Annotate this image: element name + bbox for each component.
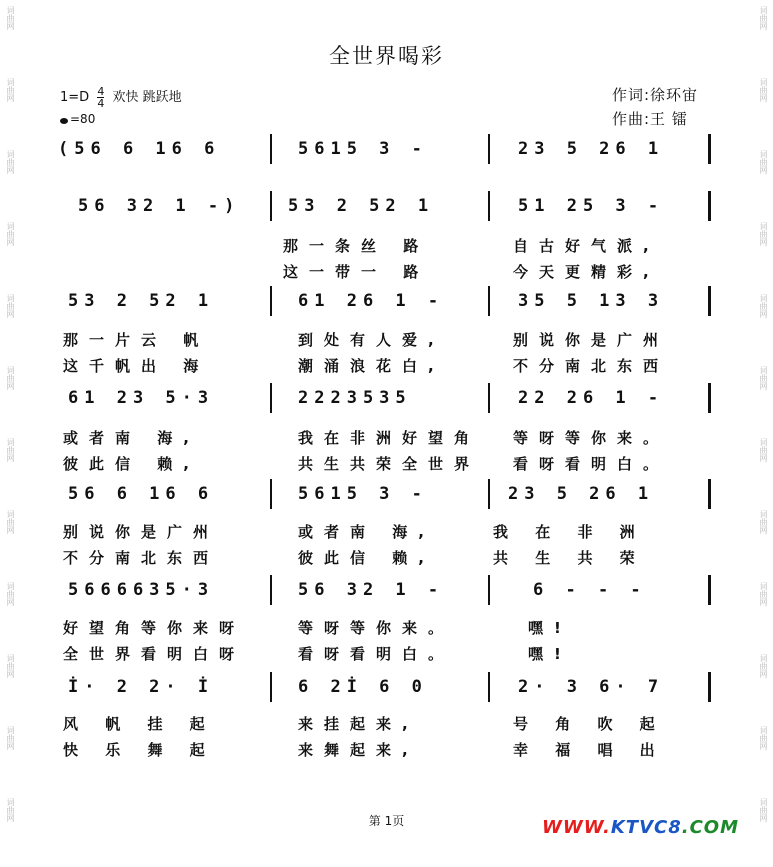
lyric-segment: 或者南 海, bbox=[63, 429, 200, 447]
notation-measure: 22 26 1 - bbox=[518, 388, 665, 408]
watermark-text: 词曲网 bbox=[759, 582, 768, 606]
lyric-segment: 彼此信 赖, bbox=[298, 549, 435, 567]
watermark-text: 词曲网 bbox=[759, 366, 768, 390]
site-logo-part-1: WWW. bbox=[542, 817, 611, 838]
watermark-text: 词曲网 bbox=[759, 726, 768, 750]
bar-line bbox=[488, 134, 490, 164]
lyric-segment: 来舞起来, bbox=[298, 741, 419, 759]
bar-line bbox=[488, 191, 490, 221]
lyric-segment: 那一片云 帆 bbox=[63, 331, 210, 349]
quarter-note-icon bbox=[60, 118, 68, 124]
watermark-text: 词曲网 bbox=[759, 222, 768, 246]
lyric-segment: 别说你是广州 bbox=[513, 331, 670, 349]
bar-line bbox=[270, 191, 272, 221]
bar-line bbox=[270, 286, 272, 316]
watermark-text: 词曲网 bbox=[6, 438, 15, 462]
watermark-text: 词曲网 bbox=[6, 798, 15, 822]
notation-measure: 53 2 52 1 bbox=[288, 196, 435, 216]
watermark-text: 词曲网 bbox=[6, 366, 15, 390]
lyric-segment: 共生共荣全世界 bbox=[298, 455, 481, 473]
watermark-text: 词曲网 bbox=[6, 510, 15, 534]
notation-measure: 6 2İ 6 0 bbox=[298, 677, 428, 697]
lyric-segment: 今天更精彩, bbox=[513, 263, 660, 281]
watermark-text: 词曲网 bbox=[6, 726, 15, 750]
lyric-segment: 号 角 吹 起 bbox=[513, 715, 666, 733]
lyric-segment: 嘿! bbox=[528, 645, 572, 663]
time-bottom: 4 bbox=[97, 97, 105, 110]
lyric-row bbox=[58, 330, 718, 350]
lyric-row bbox=[58, 548, 718, 568]
watermark-text: 词曲网 bbox=[759, 798, 768, 822]
lyric-segment: 全世界看明白呀 bbox=[63, 645, 246, 663]
style-marking: 欢快 跳跃地 bbox=[112, 90, 182, 105]
lyric-row bbox=[58, 356, 718, 376]
tempo-value: =80 bbox=[70, 112, 96, 126]
watermark-text: 词曲网 bbox=[759, 6, 768, 30]
notation-measure: (56 6 16 6 bbox=[58, 139, 221, 159]
lyric-row bbox=[58, 714, 718, 734]
lyric-row bbox=[58, 428, 718, 448]
lyric-segment: 这一带一 路 bbox=[283, 263, 430, 281]
lyric-segment: 好望角等你来呀 bbox=[63, 619, 246, 637]
bar-line bbox=[708, 672, 711, 702]
watermark-text: 词曲网 bbox=[6, 654, 15, 678]
notation-measure: 56 32 1 -) bbox=[78, 196, 241, 216]
notation-measure: 23 5 26 1 bbox=[508, 484, 655, 504]
watermark-text: 词曲网 bbox=[759, 510, 768, 534]
lyric-segment: 到处有人爱, bbox=[298, 331, 445, 349]
notation-row bbox=[58, 134, 718, 164]
watermark-text: 词曲网 bbox=[759, 438, 768, 462]
lyric-segment: 嘿! bbox=[528, 619, 572, 637]
bar-line bbox=[270, 672, 272, 702]
lyric-row bbox=[58, 522, 718, 542]
lyric-row bbox=[58, 236, 718, 256]
watermark-text: 词曲网 bbox=[759, 654, 768, 678]
lyric-row bbox=[58, 644, 718, 664]
notation-measure: 51 25 3 - bbox=[518, 196, 665, 216]
bar-line bbox=[708, 286, 711, 316]
lyric-segment: 共 生 共 荣 bbox=[493, 549, 646, 567]
lyricist-credit: 作词:徐环宙 bbox=[612, 86, 699, 104]
notation-row bbox=[58, 191, 718, 221]
bar-line bbox=[488, 672, 490, 702]
lyric-segment: 彼此信 赖, bbox=[63, 455, 200, 473]
notation-measure: 56 32 1 - bbox=[298, 580, 445, 600]
lyric-segment: 我 在 非 洲 bbox=[493, 523, 646, 541]
notation-measure: 6 - - - bbox=[533, 580, 647, 600]
lyric-row bbox=[58, 740, 718, 760]
bar-line bbox=[708, 191, 711, 221]
lyric-segment: 别说你是广州 bbox=[63, 523, 220, 541]
lyric-segment: 自古好气派, bbox=[513, 237, 660, 255]
bar-line bbox=[708, 134, 711, 164]
lyric-segment: 不分南北东西 bbox=[63, 549, 220, 567]
notation-measure: 61 23 5·3 bbox=[68, 388, 215, 408]
notation-measure: İ· 2 2· İ bbox=[68, 677, 215, 697]
site-logo bbox=[542, 817, 739, 838]
lyric-segment: 那一条丝 路 bbox=[283, 237, 430, 255]
notation-measure: 2· 3 6· 7 bbox=[518, 677, 665, 697]
lyric-segment: 来挂起来, bbox=[298, 715, 419, 733]
lyric-segment: 看呀看明白。 bbox=[298, 645, 455, 663]
lyric-segment: 快 乐 舞 起 bbox=[63, 741, 216, 759]
notation-row bbox=[58, 286, 718, 316]
bar-line bbox=[488, 383, 490, 413]
right-watermark-strip bbox=[753, 0, 773, 867]
bar-line bbox=[270, 575, 272, 605]
bar-line bbox=[708, 575, 711, 605]
bar-line bbox=[708, 383, 711, 413]
lyric-row bbox=[58, 454, 718, 474]
time-signature bbox=[97, 86, 104, 109]
notation-row bbox=[58, 383, 718, 413]
lyric-segment: 不分南北东西 bbox=[513, 357, 670, 375]
notation-measure: 5615 3 - bbox=[298, 139, 428, 159]
watermark-text: 词曲网 bbox=[6, 582, 15, 606]
lyric-row bbox=[58, 618, 718, 638]
lyric-segment: 潮涌浪花白, bbox=[298, 357, 445, 375]
site-logo-part-3: .COM bbox=[681, 817, 740, 838]
lyric-segment: 我在非洲好望角 bbox=[298, 429, 481, 447]
bar-line bbox=[488, 479, 490, 509]
watermark-text: 词曲网 bbox=[6, 294, 15, 318]
bar-line bbox=[488, 286, 490, 316]
key-signature bbox=[60, 86, 182, 109]
lyric-segment: 幸 福 唱 出 bbox=[513, 741, 666, 759]
bar-line bbox=[270, 134, 272, 164]
watermark-text: 词曲网 bbox=[6, 6, 15, 30]
watermark-text: 词曲网 bbox=[759, 150, 768, 174]
watermark-text: 词曲网 bbox=[6, 78, 15, 102]
watermark-text: 词曲网 bbox=[759, 78, 768, 102]
lyric-segment: 风 帆 挂 起 bbox=[63, 715, 216, 733]
notation-measure: 5666635·3 bbox=[68, 580, 215, 600]
bar-line bbox=[488, 575, 490, 605]
bar-line bbox=[270, 479, 272, 509]
watermark-text: 词曲网 bbox=[6, 150, 15, 174]
watermark-text: 词曲网 bbox=[6, 222, 15, 246]
watermark-text: 词曲网 bbox=[759, 294, 768, 318]
notation-measure: 23 5 26 1 bbox=[518, 139, 665, 159]
composer-credit: 作曲:王 镭 bbox=[612, 110, 688, 128]
lyric-row bbox=[58, 262, 718, 282]
notation-measure: 56 6 16 6 bbox=[68, 484, 215, 504]
lyric-segment: 看呀看明白。 bbox=[513, 455, 670, 473]
notation-row bbox=[58, 575, 718, 605]
page-number: 第 1页 bbox=[368, 814, 405, 828]
notation-measure: 61 26 1 - bbox=[298, 291, 445, 311]
song-title: 全世界喝彩 bbox=[329, 44, 444, 68]
notation-measure: 2223535 bbox=[298, 388, 412, 408]
lyric-segment: 或者南 海, bbox=[298, 523, 435, 541]
left-watermark-strip bbox=[0, 0, 20, 867]
notation-measure: 5615 3 - bbox=[298, 484, 428, 504]
notation-measure: 35 5 13 3 bbox=[518, 291, 665, 311]
bar-line bbox=[270, 383, 272, 413]
key-label: 1=D bbox=[60, 90, 90, 105]
time-top: 4 bbox=[97, 85, 105, 98]
notation-measure: 53 2 52 1 bbox=[68, 291, 215, 311]
lyric-segment: 这千帆出 海 bbox=[63, 357, 210, 375]
notation-row bbox=[58, 672, 718, 702]
tempo-marking bbox=[60, 112, 95, 126]
lyric-segment: 等呀等你来。 bbox=[513, 429, 670, 447]
bar-line bbox=[708, 479, 711, 509]
notation-row bbox=[58, 479, 718, 509]
lyric-segment: 等呀等你来。 bbox=[298, 619, 455, 637]
site-logo-part-2: KTVC8 bbox=[610, 817, 682, 838]
